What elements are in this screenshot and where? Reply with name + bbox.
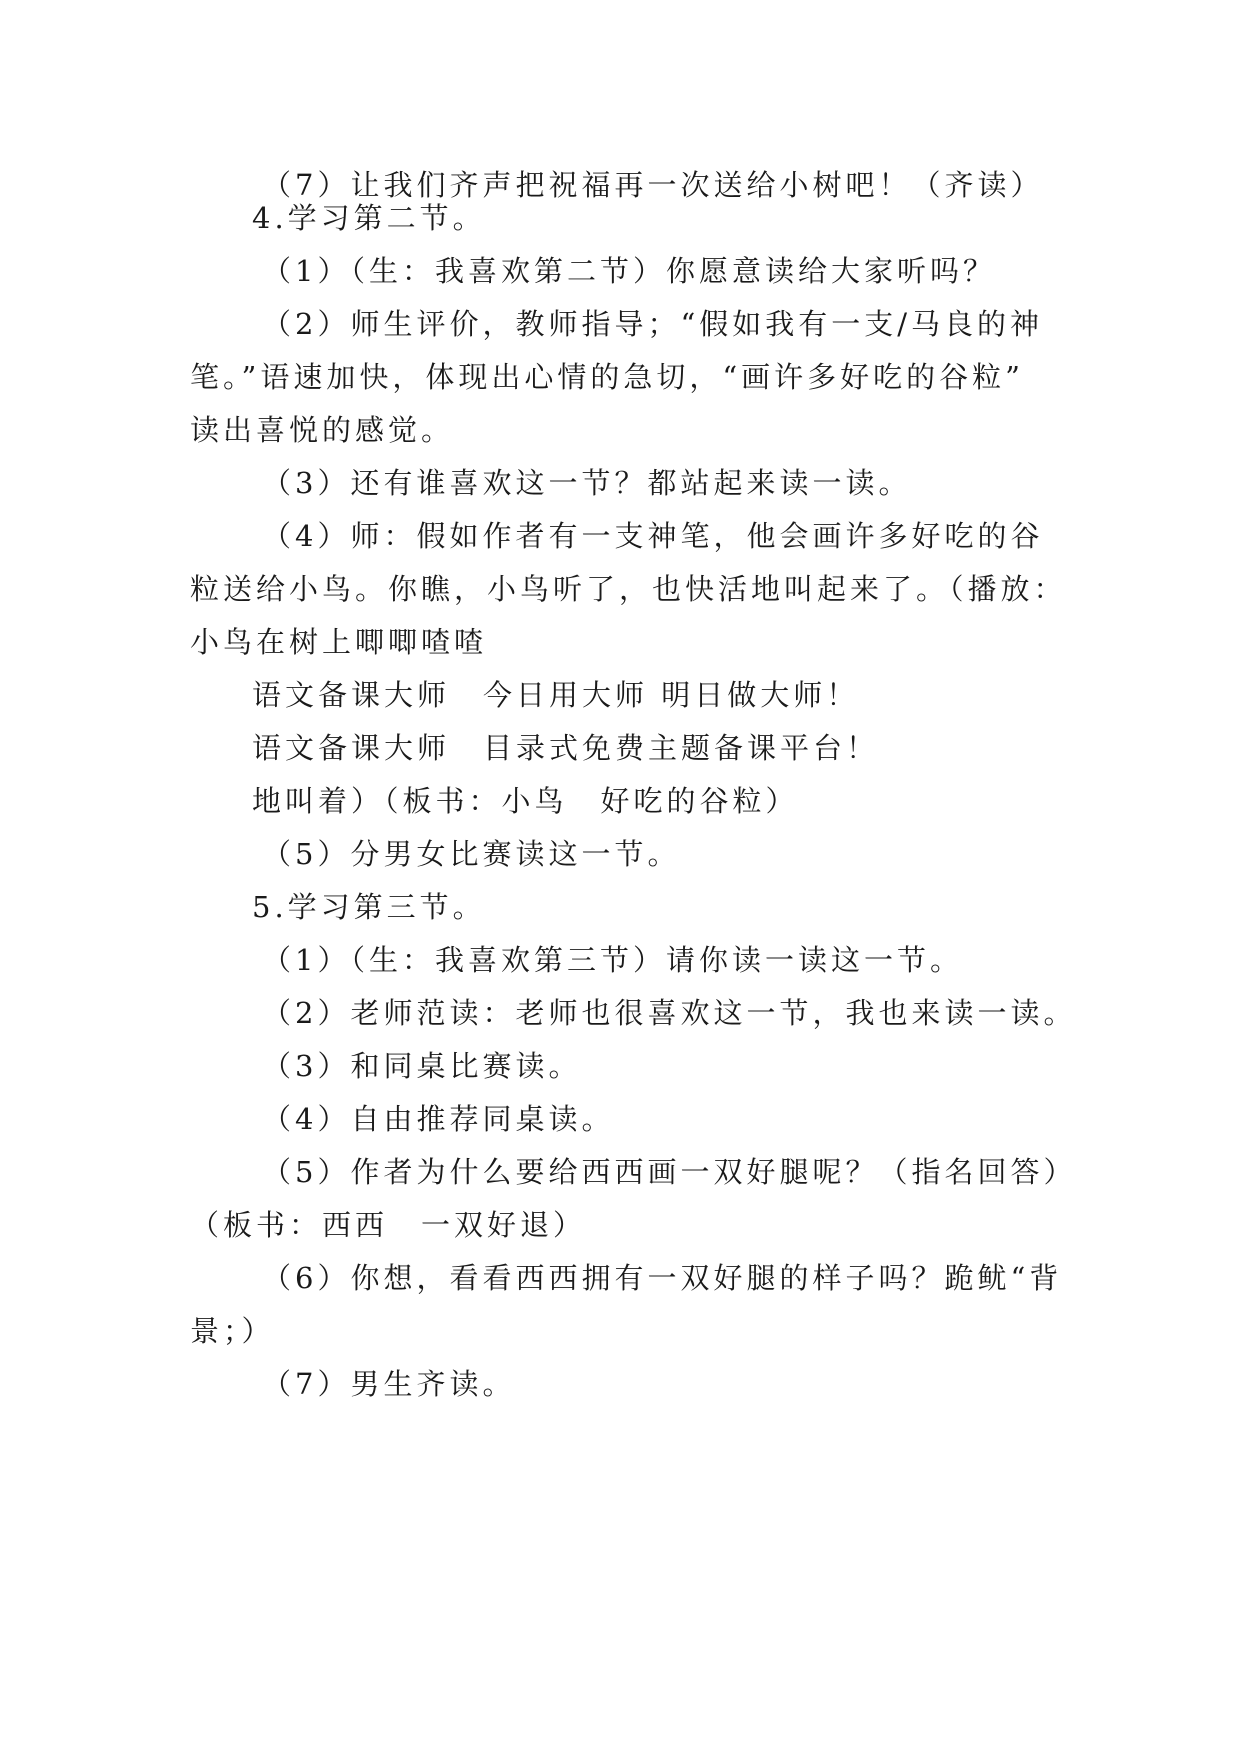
paragraph-line: 地叫着）（板书：小鸟 好吃的谷粒） <box>252 784 799 818</box>
paragraph-line: （5）作者为什么要给西西画一双好腿呢？（指名回答） <box>262 1155 1077 1189</box>
paragraph-line: 笔。”语速加快，体现出心情的急切，“画许多好吃的谷粒” <box>190 360 1024 394</box>
paragraph-line: （3）还有谁喜欢这一节？都站起来读一读。 <box>262 466 912 500</box>
paragraph-line: （2）师生评价，教师指导；“假如我有一支/马良的神 <box>262 307 1044 341</box>
paragraph-line: （5）分男女比赛读这一节。 <box>262 837 681 871</box>
paragraph-line: （1）（生：我喜欢第三节）请你读一读这一节。 <box>262 943 963 977</box>
paragraph-line: 小鸟在树上唧唧喳喳 <box>190 625 488 659</box>
paragraph-line: （4）师：假如作者有一支神笔，他会画许多好吃的谷 <box>262 519 1044 553</box>
paragraph-line: （3）和同桌比赛读。 <box>262 1049 582 1083</box>
paragraph-line: （7）让我们齐声把祝福再一次送给小树吧！（齐读） <box>262 168 1044 202</box>
paragraph-line: 读出喜悦的感觉。 <box>190 413 455 447</box>
paragraph-line: 粒送给小鸟。你瞧，小鸟听了，也快活地叫起来了。（播放： <box>190 572 1067 606</box>
paragraph-line: （1）（生：我喜欢第二节）你愿意读给大家听吗？ <box>262 254 996 288</box>
paragraph-line: （4）自由推荐同桌读。 <box>262 1102 615 1136</box>
paragraph-line: （7）男生齐读。 <box>262 1367 516 1401</box>
watermark-line: 语文备课大师 目录式免费主题备课平台！ <box>252 731 880 765</box>
watermark-line: 语文备课大师 今日用大师 明日做大师！ <box>252 678 860 712</box>
paragraph-line: （板书：西西 一双好退） <box>190 1208 587 1242</box>
section-heading: 4.学习第二节。 <box>252 201 486 235</box>
section-heading: 5.学习第三节。 <box>252 890 486 924</box>
paragraph-line: （2）老师范读：老师也很喜欢这一节，我也来读一读。 <box>262 996 1077 1030</box>
paragraph-line: 景；） <box>190 1314 275 1348</box>
paragraph-line: （6）你想，看看西西拥有一双好腿的样子吗？跪鱿“背 <box>262 1261 1063 1295</box>
